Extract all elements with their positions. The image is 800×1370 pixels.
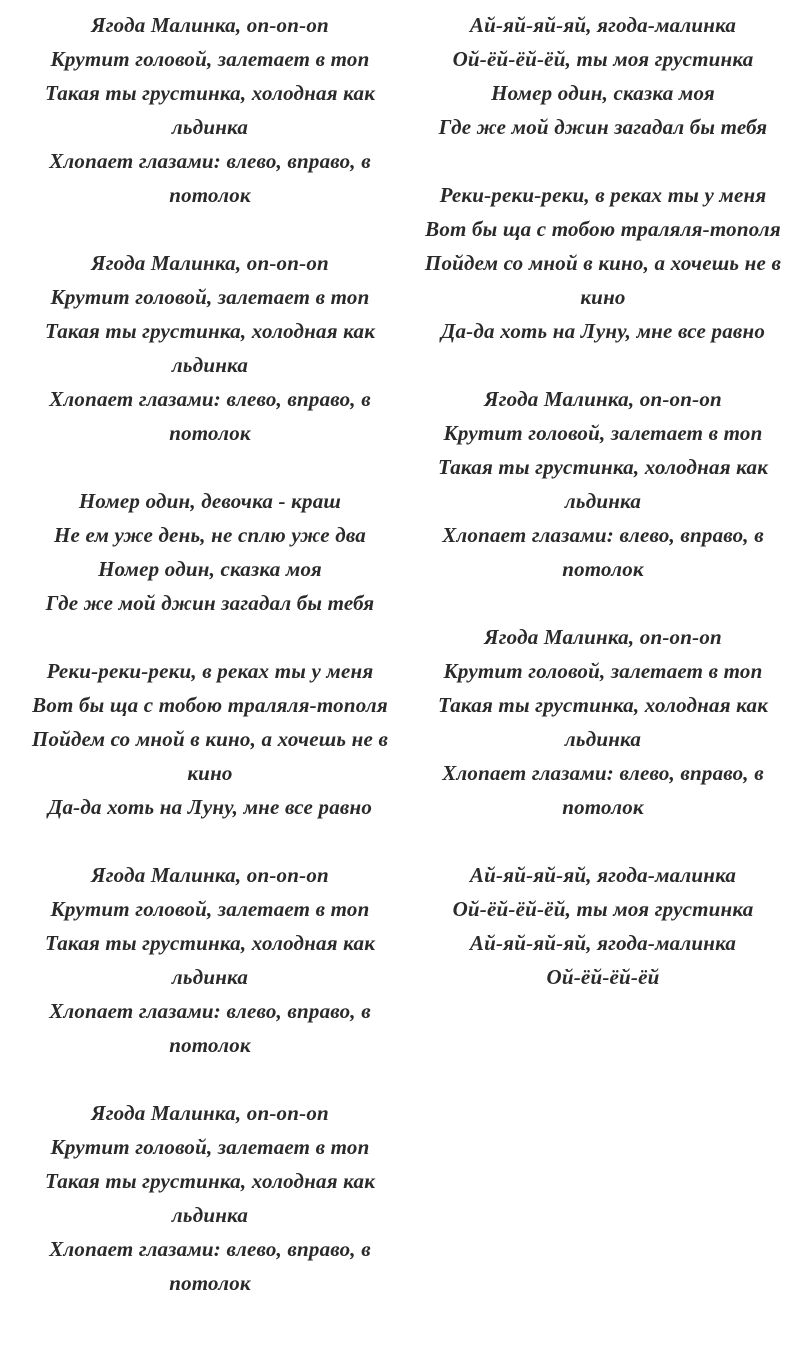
stanza bbox=[410, 620, 796, 824]
lyric-line: Такая ты грустинка, холодная как льдинка bbox=[437, 693, 769, 751]
lyric-line: Ай-яй-яй-яй, ягода-малинка bbox=[469, 13, 737, 37]
stanza bbox=[14, 1096, 406, 1300]
lyric-line: Такая ты грустинка, холодная как льдинка bbox=[44, 81, 376, 139]
lyric-line: Такая ты грустинка, холодная как льдинка bbox=[44, 319, 376, 377]
lyric-line: Пойдем со мной в кино, а хочешь не в кино bbox=[31, 727, 389, 785]
lyric-line: Ай-яй-яй-яй, ягода-малинка bbox=[469, 931, 737, 955]
lyric-line: Да-да хоть на Луну, мне все равно bbox=[440, 319, 766, 343]
stanza bbox=[410, 8, 796, 144]
lyric-line: Крутит головой, залетает в топ bbox=[50, 1135, 370, 1159]
lyric-line: Крутит головой, залетает в топ bbox=[50, 897, 370, 921]
stanza bbox=[14, 484, 406, 620]
lyric-line: Ягода Малинка, оп-оп-оп bbox=[484, 387, 722, 411]
lyric-line: Номер один, девочка - краш bbox=[78, 489, 342, 513]
lyric-line: Реки-реки-реки, в реках ты у меня bbox=[46, 659, 374, 683]
lyric-line: Хлопает глазами: влево, вправо, в потолок bbox=[49, 999, 371, 1057]
lyric-line: Хлопает глазами: влево, вправо, в потолок bbox=[49, 1237, 371, 1295]
lyric-line: Где же мой джин загадал бы тебя bbox=[45, 591, 375, 615]
lyric-line: Крутит головой, залетает в топ bbox=[50, 47, 370, 71]
stanza bbox=[410, 382, 796, 586]
lyric-line: Где же мой джин загадал бы тебя bbox=[438, 115, 768, 139]
lyric-line: Крутит головой, залетает в топ bbox=[443, 659, 763, 683]
lyric-line: Ягода Малинка, оп-оп-оп bbox=[484, 625, 722, 649]
lyric-line: Такая ты грустинка, холодная как льдинка bbox=[44, 1169, 376, 1227]
lyric-line: Ягода Малинка, оп-оп-оп bbox=[91, 863, 329, 887]
lyric-line: Вот бы ща с тобою траляля-тополя bbox=[32, 693, 388, 717]
stanza bbox=[410, 178, 796, 348]
stanza bbox=[410, 858, 796, 994]
lyric-line: Ягода Малинка, оп-оп-оп bbox=[91, 1101, 329, 1125]
lyric-line: Хлопает глазами: влево, вправо, в потолок bbox=[442, 761, 764, 819]
lyrics-column-right bbox=[410, 8, 796, 1028]
lyric-line: Ой-ёй-ёй-ёй, ты моя грустинка bbox=[452, 897, 754, 921]
lyric-line: Да-да хоть на Луну, мне все равно bbox=[47, 795, 373, 819]
lyric-line: Ягода Малинка, оп-оп-оп bbox=[91, 13, 329, 37]
lyric-line: Пойдем со мной в кино, а хочешь не в кино bbox=[424, 251, 782, 309]
lyric-line: Крутит головой, залетает в топ bbox=[50, 285, 370, 309]
lyric-line: Крутит головой, залетает в топ bbox=[443, 421, 763, 445]
stanza bbox=[14, 654, 406, 824]
lyric-line: Номер один, сказка моя bbox=[98, 557, 322, 581]
lyric-line: Ой-ёй-ёй-ёй bbox=[546, 965, 660, 989]
stanza bbox=[14, 858, 406, 1062]
lyric-line: Вот бы ща с тобою траляля-тополя bbox=[425, 217, 781, 241]
lyric-line: Не ем уже день, не сплю уже два bbox=[54, 523, 366, 547]
lyric-line: Хлопает глазами: влево, вправо, в потолок bbox=[49, 149, 371, 207]
lyric-line: Ягода Малинка, оп-оп-оп bbox=[91, 251, 329, 275]
lyric-line: Такая ты грустинка, холодная как льдинка bbox=[44, 931, 376, 989]
lyric-line: Ой-ёй-ёй-ёй, ты моя грустинка bbox=[452, 47, 754, 71]
stanza bbox=[14, 246, 406, 450]
lyric-line: Хлопает глазами: влево, вправо, в потолок bbox=[49, 387, 371, 445]
lyric-line: Номер один, сказка моя bbox=[491, 81, 715, 105]
lyric-line: Такая ты грустинка, холодная как льдинка bbox=[437, 455, 769, 513]
stanza bbox=[14, 8, 406, 212]
lyric-line: Хлопает глазами: влево, вправо, в потолок bbox=[442, 523, 764, 581]
lyrics-column-left bbox=[14, 8, 406, 1334]
lyric-line: Ай-яй-яй-яй, ягода-малинка bbox=[469, 863, 737, 887]
lyric-line: Реки-реки-реки, в реках ты у меня bbox=[439, 183, 767, 207]
